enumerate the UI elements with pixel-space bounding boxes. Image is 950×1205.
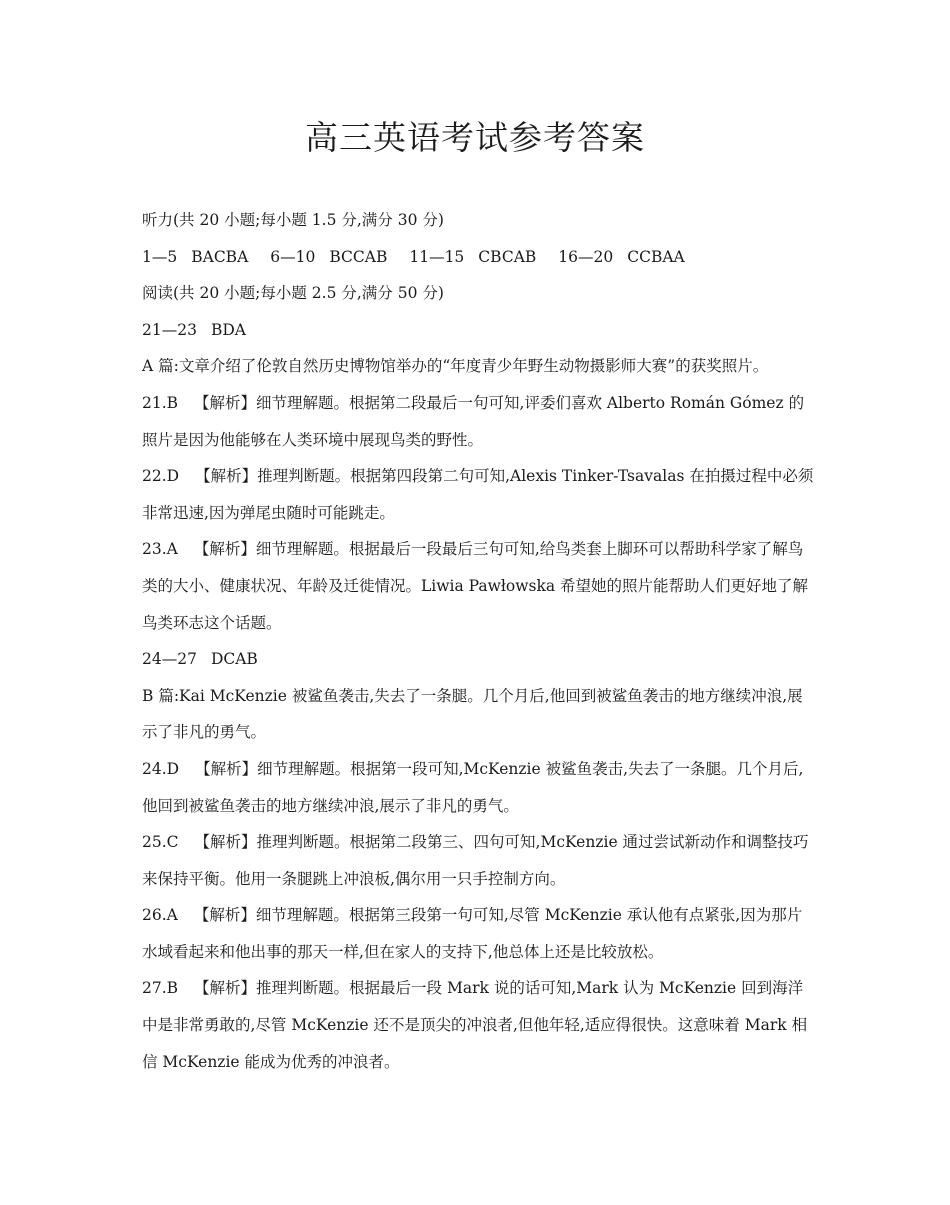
answer-range: 1—5 <box>142 247 178 266</box>
explanation-text: 【解析】细节理解题。根据第一段可知,McKenzie 被鲨鱼袭击,失去了一条腿。几个月后,他回到被鲨鱼袭击的地方继续冲浪,展示了非凡的勇气。 <box>142 759 804 815</box>
answer-letters: BCCAB <box>329 247 388 266</box>
answer-range: 24—27 <box>142 650 197 669</box>
listening-answers <box>142 239 814 276</box>
explanation-text: 【解析】细节理解题。根据第二段最后一句可知,评委们喜欢 Alberto Román Gómez 的照片是因为他能够在人类环境中展现鸟类的野性。 <box>142 393 805 449</box>
question-number: 26.A <box>142 906 178 925</box>
explanation-item <box>142 897 814 970</box>
answer-range: 6—10 <box>270 247 316 266</box>
explanation-text: 【解析】推理判断题。根据第二段第三、四句可知,McKenzie 通过尝试新动作和调整技巧来保持平衡。他用一条腿跳上冲浪板,偶尔用一只手控制方向。 <box>142 833 809 888</box>
explanation-item <box>142 385 814 458</box>
explanation-item <box>142 531 814 641</box>
question-number: 25.C <box>142 833 179 852</box>
explanation-item <box>142 824 814 897</box>
question-number: 22.D <box>142 467 180 486</box>
page-title: 高三英语考试参考答案 <box>305 118 645 157</box>
answer-letters: BACBA <box>191 247 249 266</box>
answer-letters: BDA <box>210 320 246 339</box>
question-number: 21.B <box>142 393 179 412</box>
question-number: 23.A <box>142 540 178 559</box>
answer-letters: CBCAB <box>478 247 537 266</box>
reading-header: 阅读(共 20 小题;每小题 2.5 分,满分 50 分) <box>142 284 444 303</box>
answer-range: 21—23 <box>142 320 197 339</box>
explanation-text: 【解析】推理判断题。根据第四段第二句可知,Alexis Tinker-Tsavalas 在拍摄过程中必须非常迅速,因为弹尾虫随时可能跳走。 <box>142 467 814 522</box>
explanation-item <box>142 458 814 531</box>
question-number: 27.B <box>142 979 179 998</box>
answer-range: 16—20 <box>558 247 614 266</box>
listening-header: 听力(共 20 小题;每小题 1.5 分,满分 30 分) <box>142 211 444 229</box>
passage-b-answers <box>142 641 814 678</box>
passage-a-summary: A 篇:文章介绍了伦敦自然历史博物馆举办的“年度青少年野生动物摄影师大赛”的获奖照片。 <box>142 357 769 376</box>
answer-letters: DCAB <box>210 650 258 669</box>
passage-a-answers <box>142 312 814 349</box>
explanation-text: 【解析】细节理解题。根据第三段第一句可知,尽管 McKenzie 承认他有点紧张,因为那片水域看起来和他出事的那天一样,但在家人的支持下,他总体上还是比较放松。 <box>142 906 803 961</box>
explanation-item <box>142 970 814 1080</box>
passage-b-summary: B 篇:Kai McKenzie 被鲨鱼袭击,失去了一条腿。几个月后,他回到被鲨鱼袭击的地方继续冲浪,展示了非凡的勇气。 <box>142 686 803 742</box>
explanation-text: 【解析】推理判断题。根据最后一段 Mark 说的话可知,Mark 认为 McKenzie 回到海洋中是非常勇敢的,尽管 McKenzie 还不是顶尖的冲浪者,但他年轻,适应得很快。这意味着 Mark 相信 McKenzie 能成为优秀的冲浪者。 <box>142 979 808 1071</box>
answer-letters: CCBAA <box>627 247 685 266</box>
explanation-item <box>142 751 814 824</box>
question-number: 24.D <box>142 759 180 778</box>
answer-key-body <box>142 202 814 1080</box>
explanation-text: 【解析】细节理解题。根据最后一段最后三句可知,给鸟类套上脚环可以帮助科学家了解鸟类的大小、健康状况、年龄及迁徙情况。Liwia Pawłowska 希望她的照片能帮助人们更好地了解鸟类环志这个话题。 <box>142 540 809 632</box>
answer-range: 11—15 <box>409 247 465 266</box>
